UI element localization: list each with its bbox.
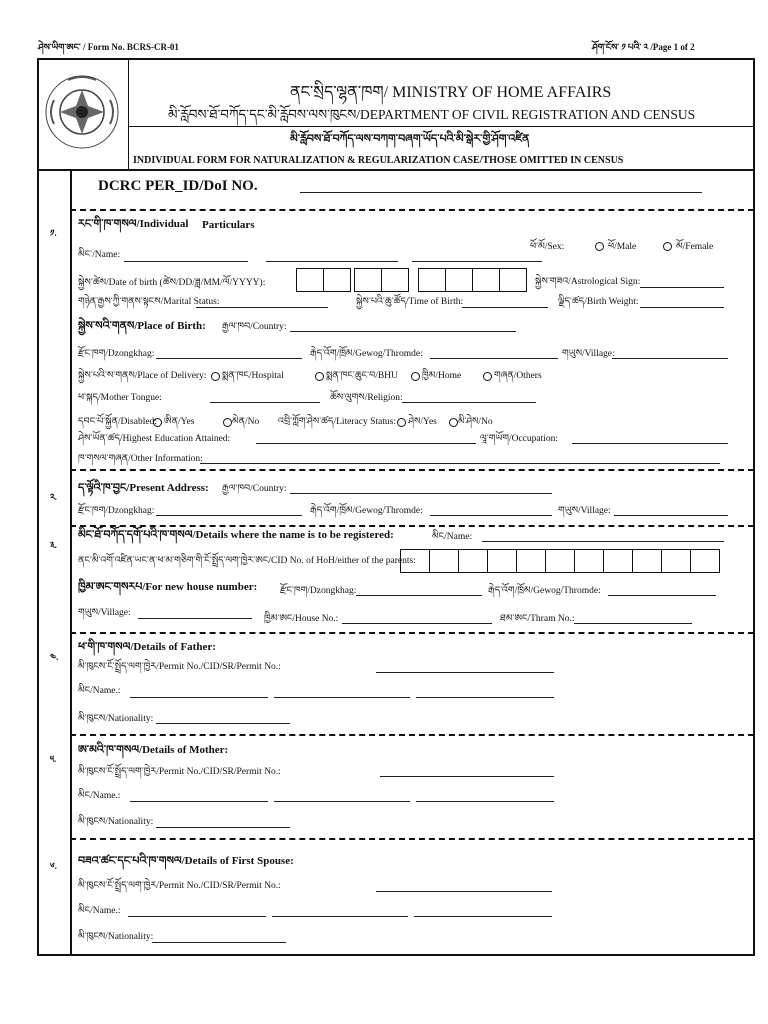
spouse-name-last-field[interactable] <box>414 916 552 917</box>
new-house-label: ཁྱིམ་ཨང་གསརཔ/For new house number: <box>78 581 258 593</box>
pa-country-field[interactable] <box>290 493 552 494</box>
name-first-field[interactable] <box>124 261 248 262</box>
reg-dzongkhag-field[interactable] <box>356 595 482 596</box>
disabled-no-label: མེན/No <box>232 417 260 427</box>
disabled-label: དབང་པོ་སྐྱོན/Disabled: <box>78 417 157 427</box>
marital-label: གཉེན་རྒྱས་ཀྱི་གནས་སྟངས/Marital Status: <box>78 297 220 307</box>
pob-label: སྐྱེས་སའི་གནས/Place of Birth: <box>78 320 206 332</box>
pa-village-field[interactable] <box>614 515 728 516</box>
weight-label: ལྗིད་ཚད/Birth Weight: <box>558 297 639 307</box>
occupation-label: ལཱ་གཡོག/Occupation: <box>480 434 559 444</box>
pob-village-field[interactable] <box>612 358 728 359</box>
thram-no-field[interactable] <box>574 623 692 624</box>
house-no-label: ཁྱིམ་ཨང/House No.: <box>264 614 339 624</box>
ministry-title: ནང་སྲིད་ལྷན་ཁག/ MINISTRY OF HOME AFFAIRS <box>290 84 612 101</box>
literacy-label: འབྲི་ཀློག་ཤེས་ཚད/Literacy Status: <box>278 417 396 427</box>
spouse-name-middle-field[interactable] <box>272 916 408 917</box>
emblem-icon <box>40 72 124 152</box>
spouse-cid-field[interactable] <box>376 891 552 892</box>
home-label: ཁྱིམ/Home <box>422 371 462 381</box>
section-3-title: མིང་ཐོ་བཀོད་དགོ་པའི་ཁ་གསལ/Details where the name is to be registered: <box>78 529 394 541</box>
cid-hoh-boxes[interactable] <box>400 549 720 571</box>
section-1-number: ༡. <box>50 228 57 238</box>
logo-divider <box>128 58 129 169</box>
others-radio[interactable] <box>483 372 492 381</box>
father-cid-field[interactable] <box>376 672 554 673</box>
occupation-field[interactable] <box>572 443 728 444</box>
sex-label: ཕོ་མོ/Sex: <box>530 242 565 252</box>
bhu-label: སྨན་ཁང་ཆུང་བ/BHU <box>326 371 398 381</box>
dcrc-field[interactable] <box>300 192 702 193</box>
disabled-yes-label: ཨིན/Yes <box>164 417 195 427</box>
spouse-nationality-label: མི་ཁུངས/Nationality: <box>78 932 154 942</box>
divider-5 <box>70 734 754 736</box>
religion-field[interactable] <box>402 402 536 403</box>
dob-day-boxes[interactable] <box>296 268 351 290</box>
name-last-field[interactable] <box>412 261 542 262</box>
education-label: ཤེས་ཡོན་ཚད/Highest Education Attained: <box>78 434 231 444</box>
reg-village-field[interactable] <box>138 618 252 619</box>
male-radio[interactable] <box>595 242 604 251</box>
other-info-label: ཁ་གསལ་གཞན/Other Information: <box>78 454 203 464</box>
section-2-number: ༢. <box>50 492 57 502</box>
pa-village-label: གཡུས/Village: <box>558 506 611 516</box>
mother-name-middle-field[interactable] <box>274 801 410 802</box>
tongue-label: ཕ་སྐད/Mother Tongue: <box>78 393 162 403</box>
dob-year-boxes[interactable] <box>418 268 527 290</box>
divider-6 <box>70 838 754 840</box>
literacy-yes-label: ཤེས/Yes <box>408 417 437 427</box>
pob-gewog-field[interactable] <box>430 358 558 359</box>
dzongkha-title: མི་རློབས་ཐོ་བཀོད་ལས་བཀག་བཞག་ཡོད་པའི་མི་སྒེར་གྱི་ཤོག་འཛིན <box>290 133 530 145</box>
page-number: ཤོག་ངོས་ ༡ པའི་ ༢ /Page 1 of 2 <box>592 42 695 52</box>
father-nationality-label: མི་ཁུངས/Nationality: <box>78 714 154 724</box>
others-label: གཞན/Others <box>494 371 542 381</box>
cid-hoh-label: ནང་མི་འགོ་འཛིན་ཡང་ན་ཕ་མ་གཅིག་གི་ངོ་སྤྲོད་ལག་ཁྱེར་ཨང/CID No. of HoH/either of the parents: <box>78 556 416 566</box>
divider-1 <box>70 209 754 211</box>
literacy-yes-radio[interactable] <box>397 418 406 427</box>
father-nationality-field[interactable] <box>156 723 290 724</box>
pa-gewog-label: རྒེད་འོག/ཁྲོམ/Gewog/Thromde: <box>310 506 423 516</box>
form-number: ཤེས་ཡིག་ཨང་ / Form No. BCRS-CR-01 <box>38 42 179 52</box>
female-radio[interactable] <box>663 242 672 251</box>
father-name-middle-field[interactable] <box>274 697 410 698</box>
name-label: མིང་/Name: <box>78 250 121 260</box>
reg-village-label: གཡུས/Village: <box>78 608 131 618</box>
education-field[interactable] <box>256 443 476 444</box>
astro-label: སྐྱེས་གཟའ/Astrological Sign: <box>535 277 641 287</box>
father-name-last-field[interactable] <box>416 697 554 698</box>
pob-village-label: གཡུས/Village: <box>562 349 615 359</box>
marital-field[interactable] <box>196 307 328 308</box>
pob-country-field[interactable] <box>290 331 516 332</box>
disabled-no-radio[interactable] <box>223 418 232 427</box>
male-label: ཕོ/Male <box>608 242 637 252</box>
spouse-cid-label: མི་ཁུངས་ངོ་སྤྲོད་ལག་ཁྱེར/Permit No./CID/SR/Permit No.: <box>78 881 281 891</box>
pob-gewog-label: རྒེད་འོག/ཁྲོམ/Gewog/Thromde: <box>310 349 423 359</box>
father-name-first-field[interactable] <box>130 697 268 698</box>
home-radio[interactable] <box>411 372 420 381</box>
hospital-label: སྨན་ཁང/Hospital <box>222 371 284 381</box>
spouse-name-first-field[interactable] <box>128 916 266 917</box>
section-5-number: ༥. <box>50 754 57 764</box>
tongue-field[interactable] <box>210 402 320 403</box>
mother-name-label: མིང/Name.: <box>78 791 121 801</box>
section-6-title: བཟའ་ཚང་དང་པའི་ཁ་གསལ/Details of First Spouse: <box>78 855 294 867</box>
dob-month-boxes[interactable] <box>354 268 409 290</box>
section-5-title: ཨ་མའི་ཁ་གསལ/Details of Mother: <box>78 744 229 756</box>
reg-name-label: མིང/Name: <box>432 532 473 542</box>
form-title: INDIVIDUAL FORM FOR NATURALIZATION & REGULARIZATION CASE/THOSE OMITTED IN CENSUS <box>133 155 624 166</box>
literacy-no-label: མི་ཤེས/No <box>458 417 493 427</box>
mother-nationality-label: མི་ཁུངས/Nationality: <box>78 817 154 827</box>
house-no-field[interactable] <box>342 623 492 624</box>
divider-2 <box>70 469 754 471</box>
pa-dzongkhag-label: རྫོང་ཁག/Dzongkhag: <box>78 506 155 516</box>
section-3-number: ༣. <box>50 540 57 550</box>
dcrc-label: DCRC PER_ID/DoI NO. <box>98 178 258 194</box>
pob-country-label: རྒྱལ་ཁབ/Country: <box>222 322 287 332</box>
section-2-title: ད་ལྟོའི་ཁ་བྱང/Present Address: <box>78 482 209 494</box>
hospital-radio[interactable] <box>211 372 220 381</box>
divider-4 <box>70 632 754 634</box>
thram-no-label: ཐམ་ཨང/Thram No.: <box>500 614 575 624</box>
father-name-label: མིང/Name.: <box>78 686 121 696</box>
mother-cid-label: མི་ཁུངས་ངོ་སྤྲོད་ལག་ཁྱེར/Permit No./CID/SR/Permit No.: <box>78 767 281 777</box>
section-1-title: རང་གི་ཁ་གསལ/Individual <box>78 218 189 230</box>
department-title: མི་རློབས་ཐོ་བཀོད་དང་མི་རློབས་ལས་ཁུངས/DEPARTMENT OF CIVIL REGISTRATION AND CENSUS <box>168 107 696 122</box>
mother-cid-field[interactable] <box>380 776 554 777</box>
pob-dzongkhag-field[interactable] <box>156 358 302 359</box>
other-info-field[interactable] <box>200 463 720 464</box>
dob-label: སྐྱེས་ཚེས/Date of birth (ཚེས/DD/ཟླ/MM/ལོ/YYYY): <box>78 278 266 288</box>
pa-gewog-field[interactable] <box>430 515 552 516</box>
father-cid-label: མི་ཁུངས་ངོ་སྤྲོད་ལག་ཁྱེར/Permit No./CID/SR/Permit No.: <box>78 662 281 672</box>
pob-dzongkhag-label: རྫོང་ཁག/Dzongkhag: <box>78 349 155 359</box>
reg-name-field[interactable] <box>482 541 724 542</box>
female-label: མོ/Female <box>676 242 714 252</box>
section-1-title-2: Particulars <box>202 219 255 231</box>
divider-3 <box>70 525 754 527</box>
mother-nationality-field[interactable] <box>156 827 290 828</box>
reg-gewog-label: རྒེད་འོག/ཁྲོམ/Gewog/Thromde: <box>488 586 601 596</box>
disabled-yes-radio[interactable] <box>153 418 162 427</box>
header-bottom-line <box>37 169 755 171</box>
reg-gewog-field[interactable] <box>608 595 716 596</box>
name-middle-field[interactable] <box>266 261 398 262</box>
tob-field[interactable] <box>462 307 548 308</box>
spouse-nationality-field[interactable] <box>152 942 286 943</box>
pa-country-label: རྒྱལ་ཁབ/Country: <box>222 484 287 494</box>
mother-name-first-field[interactable] <box>130 801 268 802</box>
pod-label: སྐྱེས་པའི་ས་གནས/Place of Delivery: <box>78 371 207 381</box>
section-6-number: ༦. <box>50 861 57 871</box>
religion-label: ཆོས་ལུགས/Religion: <box>330 393 403 403</box>
weight-field[interactable] <box>640 307 724 308</box>
bhu-radio[interactable] <box>315 372 324 381</box>
mother-name-last-field[interactable] <box>416 801 554 802</box>
reg-dzongkhag-label: རྫོང་ཁག/Dzongkhag: <box>280 586 357 596</box>
literacy-no-radio[interactable] <box>449 418 458 427</box>
pa-dzongkhag-field[interactable] <box>156 515 302 516</box>
tob-label: སྐྱེས་པའི་ཆུ་ཚོད/Time of Birth: <box>356 297 464 307</box>
astro-field[interactable] <box>640 287 724 288</box>
section-4-title: ཕ་གི་ཁ་གསལ/Details of Father: <box>78 641 216 653</box>
section-4-number: ༤. <box>50 652 59 662</box>
spouse-name-label: མིང/Name.: <box>78 906 121 916</box>
